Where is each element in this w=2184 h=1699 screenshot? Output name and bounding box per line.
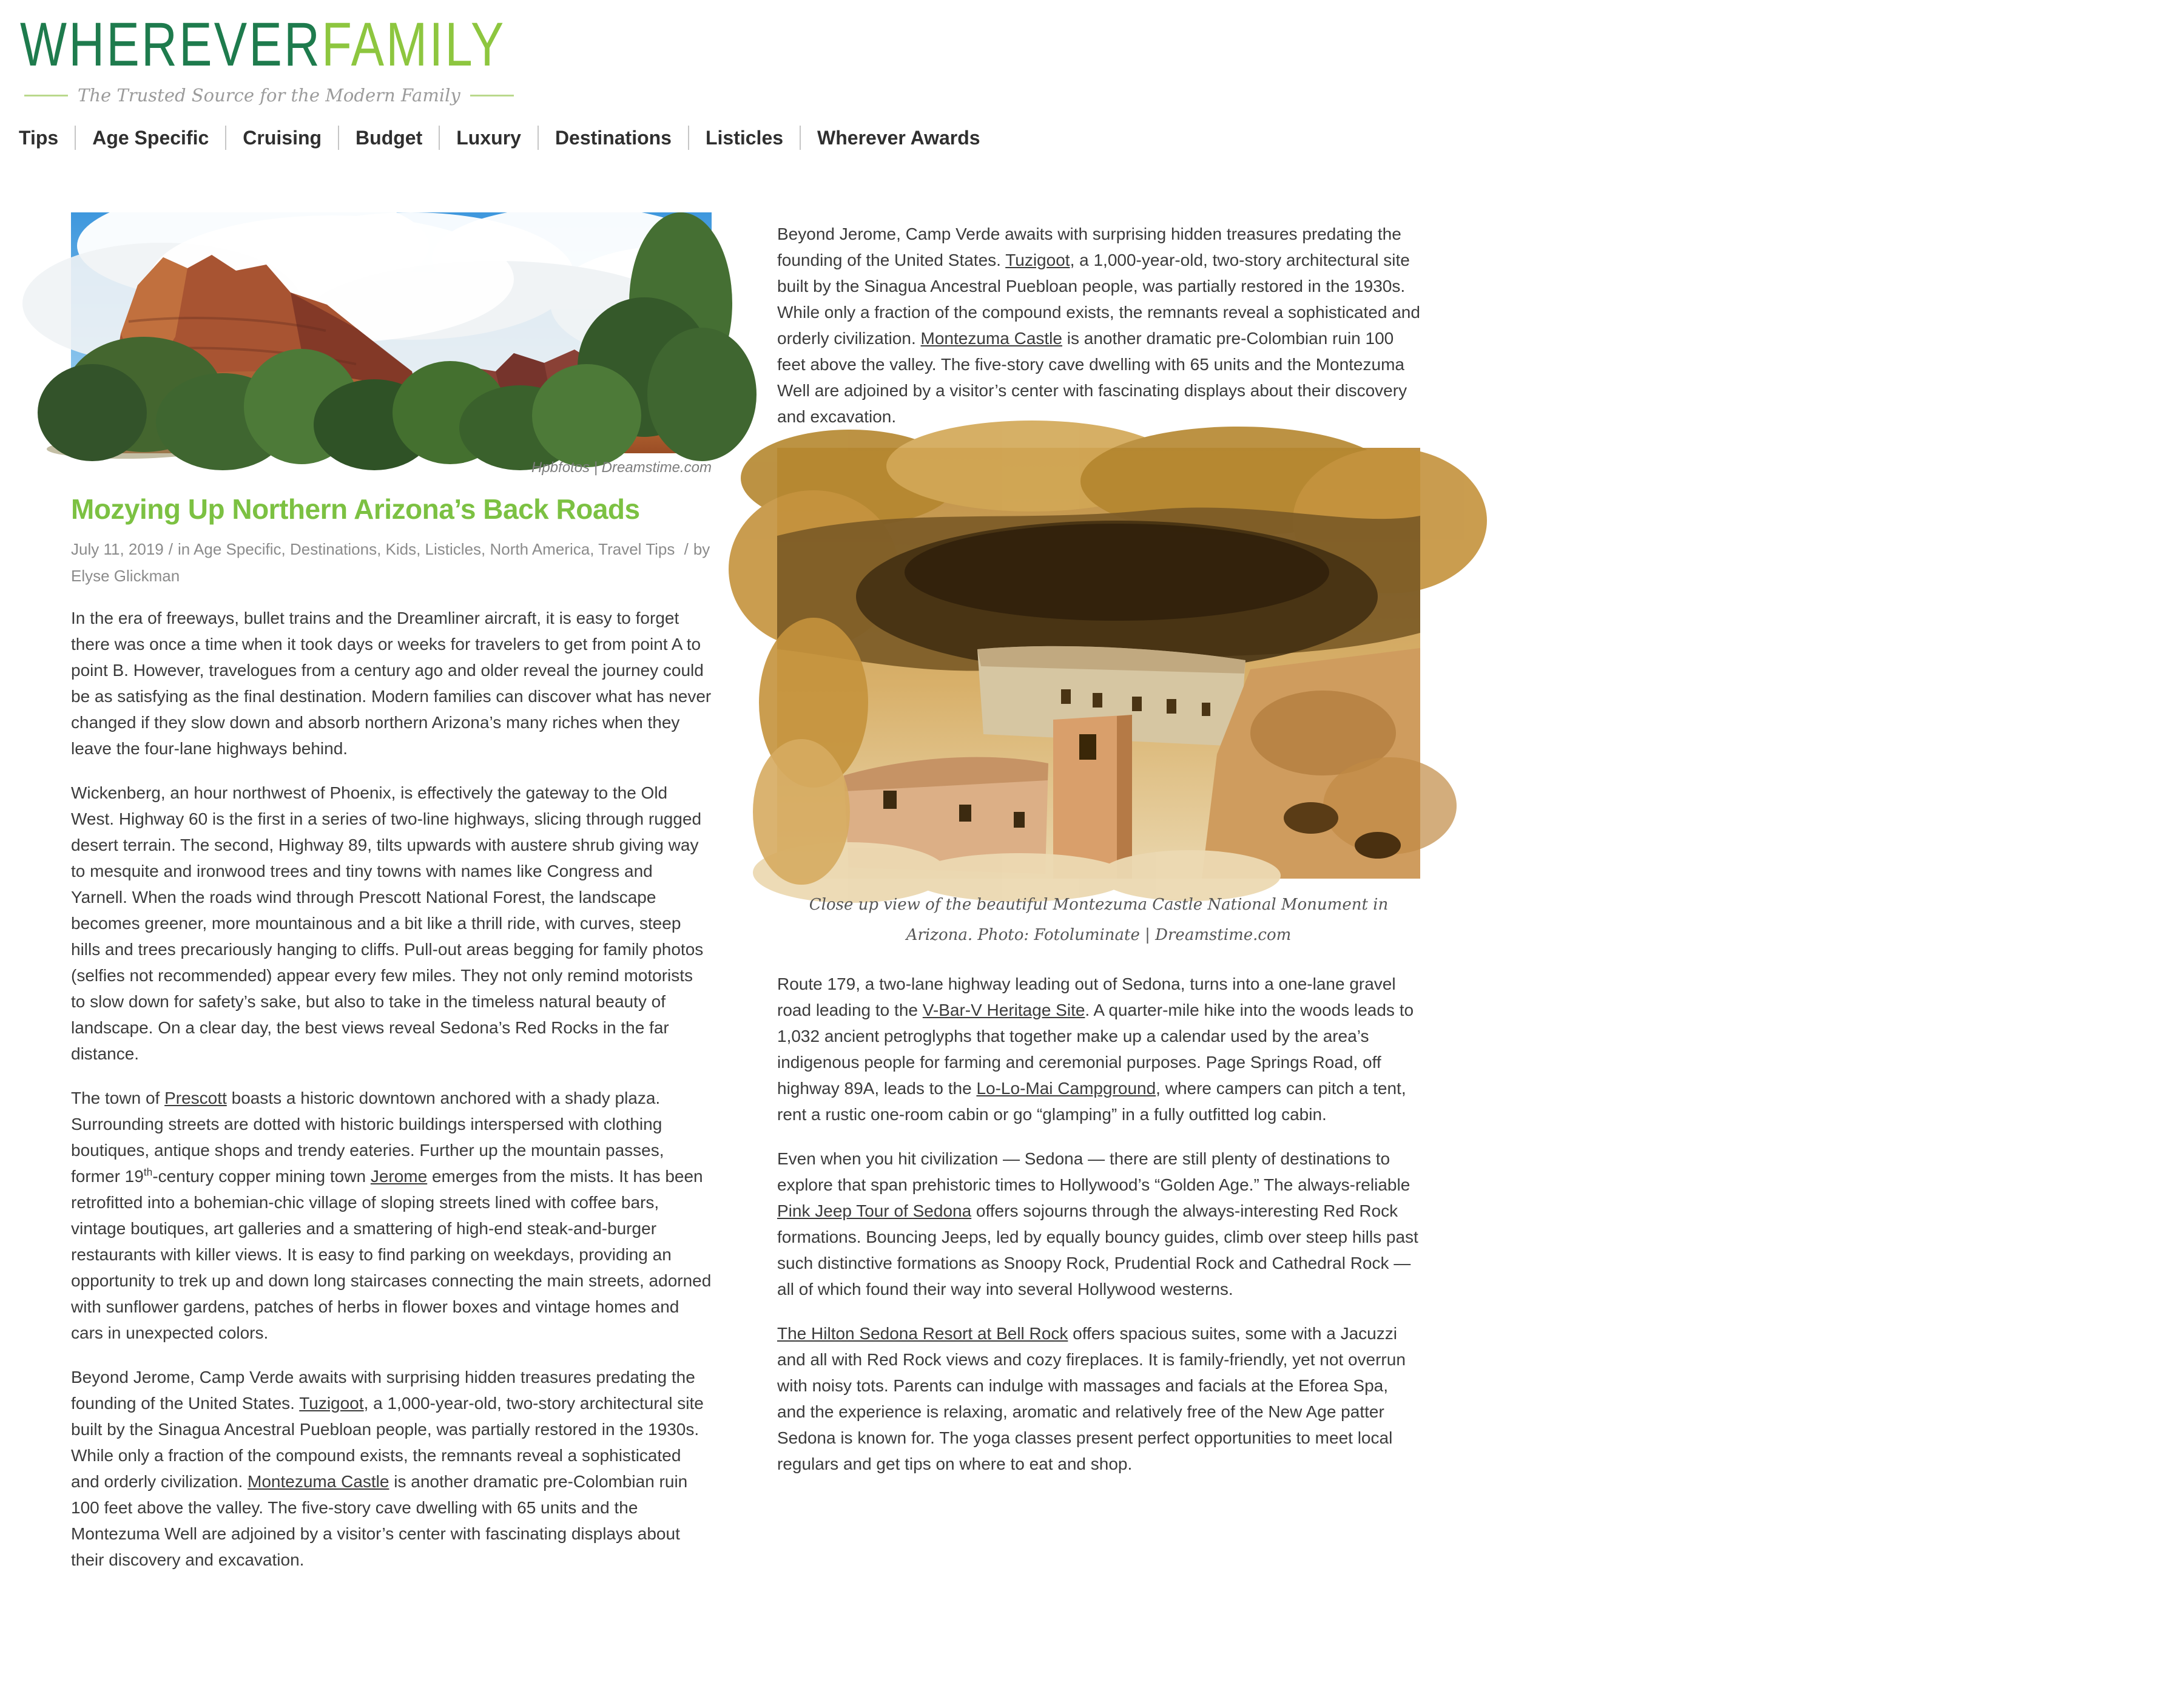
article-image-montezuma-castle — [777, 448, 1420, 879]
article-column-left — [71, 212, 712, 1591]
text-segment: is another dramatic pre-Colombian ruin 100 feet above the valley. The five-story cave dwelling with 65 units and the Montezuma Well are adjoined by a visitor’s center with fascinating displays about their discovery and excavation. — [777, 329, 1407, 426]
nav-item-budget[interactable]: Budget — [356, 127, 423, 149]
site-logo-text — [20, 11, 505, 78]
article-author[interactable]: Elyse Glickman — [71, 567, 180, 585]
article-paragraph — [71, 605, 712, 762]
text-segment: boasts a historic downtown anchored with a shady plaza. Surrounding streets are dotted with historic buildings interspersed with clothing boutiques, antique shops and trendy eateries. Further up the mountain passes, former 19 — [71, 1089, 664, 1186]
article-paragraph — [777, 971, 1420, 1127]
superscript-ordinal: th — [143, 1166, 153, 1178]
article-paragraph — [71, 1364, 712, 1573]
text-segment: offers spacious suites, some with a Jacuzzi and all with Red Rock views and cozy fireplaces. It is family-friendly, yet not overrun with noisy tots. Parents can indulge with massages and facials at the Eforea Spa, and the experience is relaxing, aromatic and relatively free of the New Age patter Sedona is known for. The yoga classes present perfect opportunities to meet local regulars and get tips on where to eat and shop. — [777, 1324, 1406, 1473]
inline-link-pink-jeep-tour-of-sedona[interactable]: Pink Jeep Tour of Sedona — [777, 1201, 972, 1220]
sedona-landscape-illustration — [71, 212, 712, 453]
inline-link-tuzigoot[interactable]: Tuzigoot — [299, 1394, 364, 1413]
article-paragraph — [71, 780, 712, 1067]
article-columns — [71, 212, 1432, 1591]
right-column-paragraphs-bottom — [777, 971, 1420, 1477]
inline-link-lo-lo-mai-campground[interactable]: Lo-Lo-Mai Campground — [976, 1079, 1156, 1098]
text-segment: , where campers can pitch a tent, rent a rustic one-room cabin or go “glamping” in a fully outfitted log cabin. — [777, 1079, 1406, 1124]
article-paragraph — [71, 1085, 712, 1346]
castle-image-caption: Close up view of the beautiful Montezuma Castle National Monument in Arizona. Photo: Fotoluminate | Dreamstime.com — [809, 896, 1389, 944]
inline-link-prescott[interactable]: Prescott — [164, 1089, 227, 1107]
brand-tagline-row — [24, 85, 460, 106]
text-segment: Wickenberg, an hour northwest of Phoenix, is effectively the gateway to the Old West. Highway 60 is the first in a series of two-line highways, slicing through rugged desert terrain. The second, Highway 89, tilts upwards with austere shrub giving way to mesquite and ironwood trees and tiny towns with names like Congress and Yarnell. When the roads wind through Prescott National Forest, the landscape becomes greener, more mountainous and a bit like a thrill ride, with curves, steep hills and trees precariously hanging to cliffs. Pull-out areas begging for family photos (selfies not recommended) appear every few miles. They not only remind motorists to slow down for safety’s sake, but also to take in the timeless natural beauty of landscape. On a clear day, the best views reveal Sedona’s Red Rocks in the far distance. — [71, 783, 704, 1063]
article-paragraph — [777, 221, 1420, 430]
main-nav — [2, 120, 980, 158]
nav-item-wherever-awards[interactable]: Wherever Awards — [817, 127, 980, 149]
nav-item-age-specific[interactable]: Age Specific — [92, 127, 209, 149]
nav-item-listicles[interactable]: Listicles — [705, 127, 784, 149]
byline-by-label: by — [693, 540, 710, 558]
inline-link-v-bar-v-heritage-site[interactable]: V-Bar-V Heritage Site — [922, 1001, 1085, 1019]
byline-in-label: in — [177, 540, 190, 558]
text-segment: Beyond Jerome, Camp Verde awaits with surprising hidden treasures predating the founding of the United States. — [71, 1368, 695, 1413]
byline-separator: / — [684, 540, 689, 558]
article-title: Mozying Up Northern Arizona’s Back Roads — [71, 493, 640, 525]
text-segment: offers sojourns through the always-interesting Red Rock formations. Bouncing Jeeps, led by equally bouncy guides, climb over steep hills past such distinctive formations as Snoopy Rock, Prudential Rock and Cathedral Rock — all of which found their way into several Hollywood westerns. — [777, 1201, 1418, 1299]
inline-link-montezuma-castle[interactable]: Montezuma Castle — [920, 329, 1062, 348]
text-segment: . A quarter-mile hike into the woods leads to 1,032 ancient petroglyphs that together make up a calendar used by the area’s indigenous people for farming and ceremonial purposes. Page Springs Road, off highway 89A, leads to the — [777, 1001, 1414, 1098]
text-segment: Route 179, a two-lane highway leading out of Sedona, turns into a one-lane gravel road leading to the — [777, 974, 1396, 1019]
article-byline — [71, 536, 712, 589]
text-segment: The town of — [71, 1089, 165, 1107]
nav-item-destinations[interactable]: Destinations — [554, 127, 672, 149]
logo-part-wherever: WHEREVER — [20, 10, 322, 79]
inline-link-jerome[interactable]: Jerome — [370, 1167, 428, 1186]
article-paragraph — [777, 1320, 1420, 1477]
byline-separator: / — [168, 540, 173, 558]
text-segment: -century copper mining town — [152, 1167, 371, 1186]
text-segment: In the era of freeways, bullet trains and the Dreamliner aircraft, it is easy to forget there was once a time when it took days or weeks for travelers to get from point A to point B. However, travelogues from a century ago and older reveal the journey could be as satisfying as the final destination. Modern families can discover what has never changed if they slow down and absorb northern Arizona’s many riches when they leave the four-lane highways behind. — [71, 609, 712, 758]
article-paragraph — [777, 1146, 1420, 1302]
inline-link-tuzigoot[interactable]: Tuzigoot — [1005, 251, 1070, 269]
text-segment: emerges from the mists. It has been retrofitted into a bohemian-chic village of sloping streets lined with coffee bars, vintage boutiques, art galleries and a smattering of high-end steak-and-burger restaurants with killer views. It is easy to find parking on weekdays, providing an opportunity to trek up and down long staircases connecting the main streets, adorned with sunflower gardens, patches of herbs in flower boxes and vintage homes and cars in unexpected colors. — [71, 1167, 712, 1342]
text-segment: , a 1,000-year-old, two-story architectural site built by the Sinagua Ancestral Puebloan people, was partially restored in the 1930s. While only a fraction of the compound exists, the remnants reveal a sophisticated and orderly civilization. — [777, 251, 1420, 348]
hero-photo-credit: Hpbfotos | Dreamstime.com — [531, 459, 712, 476]
right-column-paragraphs-top — [777, 221, 1420, 430]
brand-tagline: The Trusted Source for the Modern Family — [78, 85, 460, 106]
left-column-paragraphs — [71, 605, 712, 1573]
nav-item-luxury[interactable]: Luxury — [456, 127, 521, 149]
text-segment: , a 1,000-year-old, two-story architectural site built by the Sinagua Ancestral Puebloan people, was partially restored in the 1930s. While only a fraction of the compound exists, the remnants reveal a sophisticated and orderly civilization. — [71, 1394, 704, 1491]
text-segment: is another dramatic pre-Colombian ruin 100 feet above the valley. The five-story cave dwelling with 65 units and the Montezuma Well are adjoined by a visitor’s center with fascinating displays about their discovery and excavation. — [71, 1472, 688, 1569]
article-column-right — [777, 212, 1420, 1495]
tagline-right-dash — [470, 95, 514, 96]
logo-part-family: FAMILY — [322, 10, 506, 79]
nav-item-tips[interactable]: Tips — [19, 127, 59, 149]
nav-item-cruising[interactable]: Cruising — [243, 127, 322, 149]
montezuma-castle-illustration — [777, 448, 1420, 879]
site-logo[interactable] — [20, 11, 505, 78]
text-segment: Even when you hit civilization — Sedona — there are still plenty of destinations to explore that span prehistoric times to Hollywood’s “Golden Age.” The always-reliable — [777, 1149, 1410, 1194]
inline-link-the-hilton-sedona-resort-at-bell-rock[interactable]: The Hilton Sedona Resort at Bell Rock — [777, 1324, 1068, 1343]
text-segment: Beyond Jerome, Camp Verde awaits with surprising hidden treasures predating the founding of the United States. — [777, 225, 1401, 269]
tagline-left-dash — [24, 95, 68, 96]
article-date: July 11, 2019 — [71, 540, 164, 558]
inline-link-montezuma-castle[interactable]: Montezuma Castle — [248, 1472, 389, 1491]
hero-image-sedona — [71, 212, 712, 453]
article-categories[interactable]: Age Specific, Destinations, Kids, Listicles, North America, Travel Tips — [194, 540, 675, 558]
